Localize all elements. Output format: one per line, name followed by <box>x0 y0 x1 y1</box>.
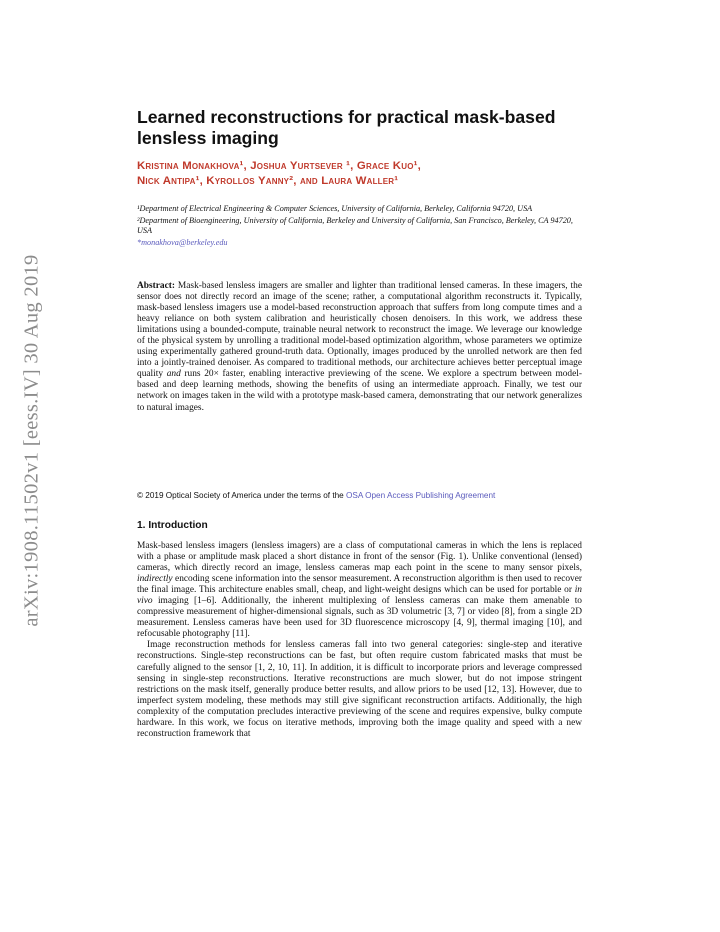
arxiv-stamp <box>12 230 52 650</box>
abstract-emphasis: and <box>166 369 181 380</box>
paragraph-1-emphasis-2: in vivo <box>137 585 582 607</box>
copyright-notice <box>137 491 582 501</box>
paragraph-1-part-1: Mask-based lensless imagers (lensless imagers) are a class of computational cameras in which the lens is replaced with a phase or amplitude mask placed a short distance in front of the sensor (Fig. 1). Unlike conventional (lensed) cameras, which directly record an image, lensless cameras map each point in the scene to many sensor pixels, <box>137 541 582 574</box>
paragraph-1-part-2: encoding scene information into the sensor measurement. A reconstruction algorithm is then used to recover the final image. This architecture enables small, cheap, and light-weight designs which can be used for portable or <box>137 574 583 596</box>
introduction-body <box>137 541 582 740</box>
paragraph-1 <box>137 541 582 640</box>
paragraph-2: Image reconstruction methods for lensless cameras fall into two general categories: single-step and iterative reconstructions. Single-step reconstructions can be fast, but often require custom fabricated masks that must be carefully aligned to the sensor [1, 2, 10, 11]. In addition, it is difficult to incorporate priors and leverage compressed sensing in single-step reconstructions. Iterative reconstructions are much slower, but do not impose stringent restrictions on the mask itself, generally produce better results, and allow priors to be used [12, 13]. However, due to imperfect system modeling, these methods may still give significant reconstruction artifacts. Additionally, the high complexity of the computation precludes interactive previewing of the scene and requires expensive, bulky compute hardware. In this work, we focus on iterative methods, improving both the image quality and speed with a new reconstruction framework that <box>137 640 582 739</box>
abstract <box>137 281 582 414</box>
copyright-text: © 2019 Optical Society of America under the terms of the <box>137 491 344 500</box>
license-link[interactable]: OSA Open Access Publishing Agreement <box>346 491 496 500</box>
affiliations <box>137 204 582 249</box>
arxiv-stamp-text: arXiv:1908.11502v1 [eess.IV] 30 Aug 2019 <box>20 253 43 627</box>
paragraph-1-part-3: imaging [1–6]. Additionally, the inherent multiplexing of lensless cameras can make them amenable to compressive measurement of higher-dimensional signals, such as 3D volumetric [3, 7] or video [8], from a single 2D measurement. Lensless cameras have been used for 3D fluorescence microscopy [4, 9], thermal imaging [10], and refocusable photography [11]. <box>137 596 582 640</box>
section-heading: 1. Introduction <box>137 520 208 531</box>
author-line-1: Kristina Monakhova¹, Joshua Yurtsever ¹, Grace Kuo¹, <box>137 160 421 172</box>
abstract-text-2: runs 20× faster, enabling interactive previewing of the scene. We explore a spectrum between model-based and deep learning methods, showing the benefits of using an intermediate approach. Finally, we test our network on images taken in the wild with a prototype mask-based camera, demonstrating that our network generalizes to natural images. <box>137 369 583 413</box>
email-link[interactable]: *monakhova@berkeley.edu <box>137 237 228 247</box>
paragraph-1-emphasis-1: indirectly <box>137 574 173 585</box>
author-line-2: Nick Antipa¹, Kyrollos Yanny², and Laura Waller¹ <box>137 175 399 187</box>
abstract-text-1: Mask-based lensless imagers are smaller and lighter than traditional lensed cameras. In these imagers, the sensor does not directly record an image of the scene; rather, a computational algorithm reconstructs it. Typically, mask-based lensless imagers use a model-based reconstruction approach that suffers from long compute times and a heavy reliance on both system calibration and heuristically chosen denoisers. In this work, we address these limitations using a bounded-compute, trainable neural network to reconstruct the image. We leverage our knowledge of the physical system by unrolling a traditional model-based optimization algorithm, whose parameters we optimize using experimentally gathered ground-truth data. Optionally, images produced by the unrolled network are then fed into a jointly-trained denoiser. As compared to traditional methods, our architecture achieves better perceptual image quality <box>137 281 582 380</box>
affiliation-2: ²Department of Bioengineering, University of California, Berkeley and University of California, San Francisco, Berkeley, CA 94720, USA <box>137 215 573 235</box>
paper-title: Learned reconstructions for practical mask-based lensless imaging <box>137 107 556 148</box>
author-list <box>137 159 582 189</box>
affiliation-1: ¹Department of Electrical Engineering & Computer Sciences, University of California, Berkeley, California 94720, USA <box>137 204 533 213</box>
abstract-label: Abstract: <box>137 281 176 291</box>
